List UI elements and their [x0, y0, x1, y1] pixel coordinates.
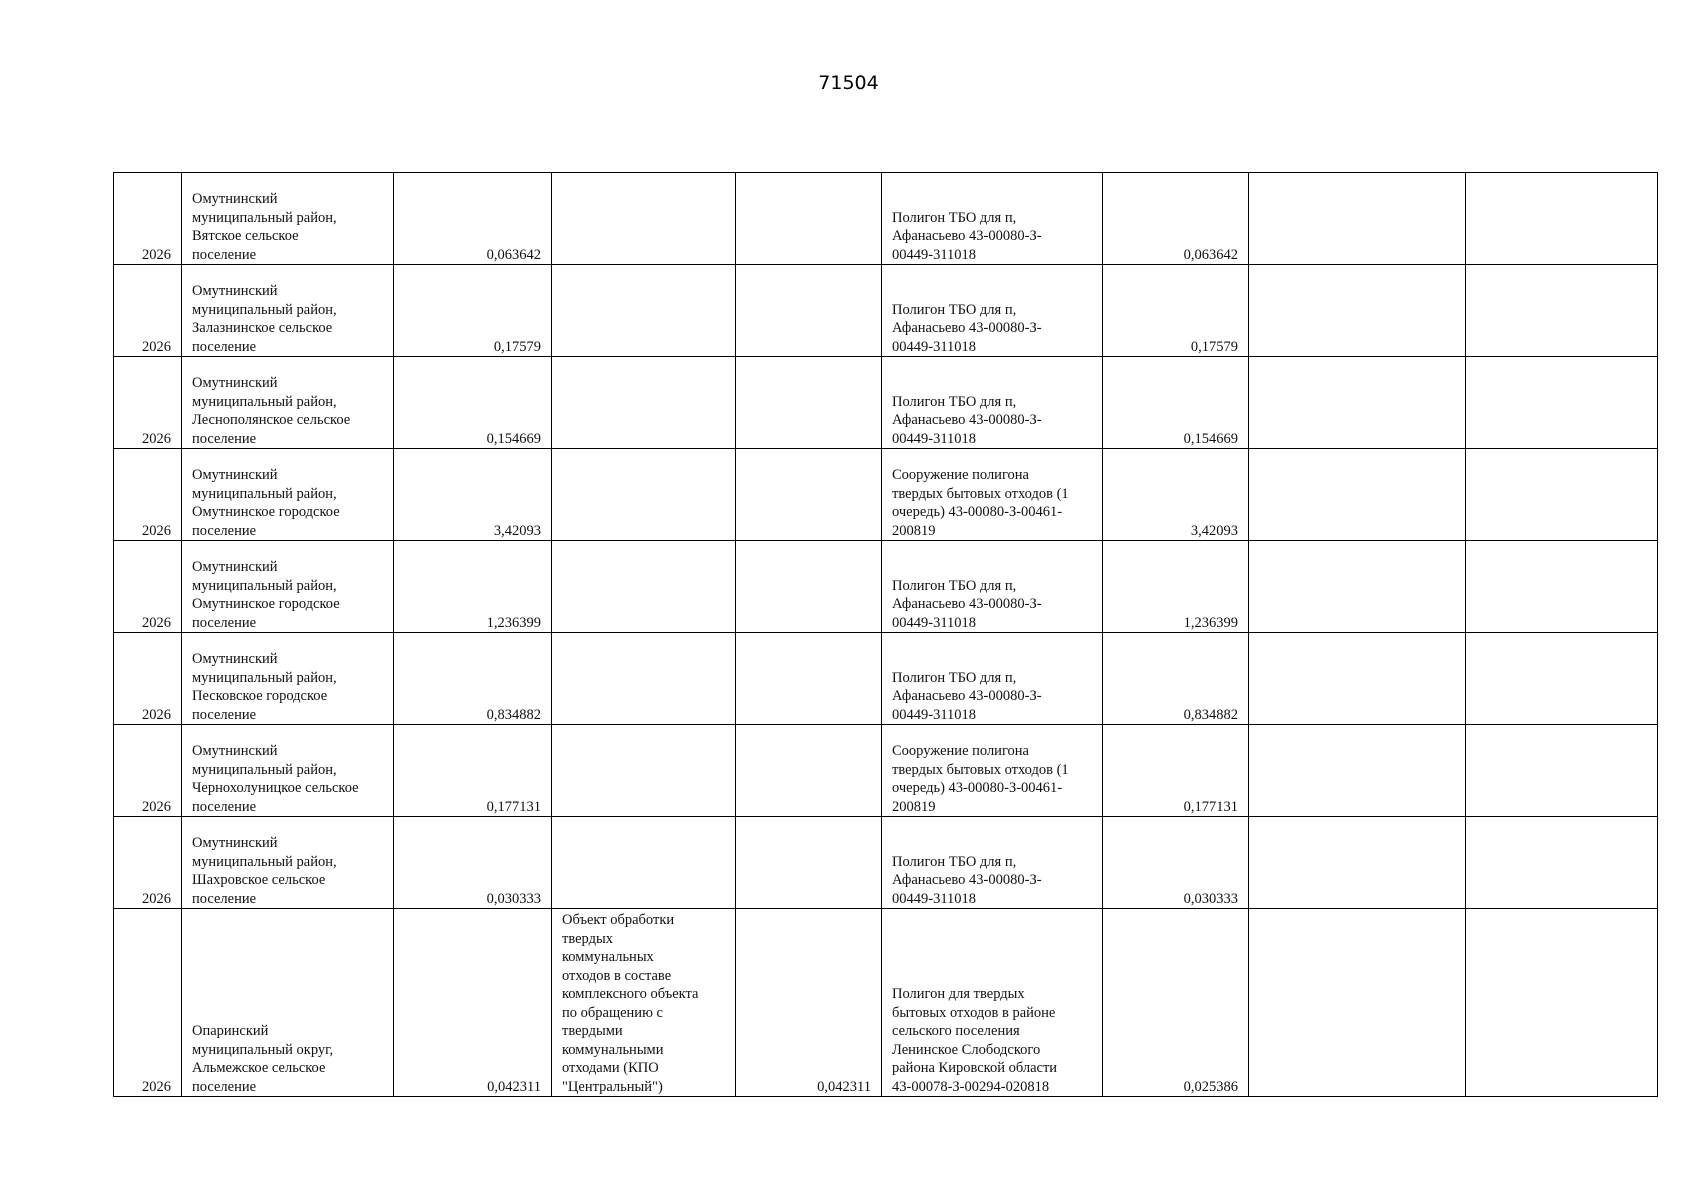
municipality-cell: Омутнинский муниципальный район, Омутнинское городское поселение	[182, 541, 394, 633]
table-row	[114, 357, 1658, 449]
disposal-object-cell: Полигон ТБО для п, Афанасьево 43-00080-З- 00449-311018	[882, 173, 1103, 265]
disposal-volume-cell: 3,42093	[1103, 449, 1249, 541]
processed-volume-cell	[736, 357, 882, 449]
waste-volume-cell: 3,42093	[394, 449, 552, 541]
year-cell: 2026	[114, 173, 182, 265]
processing-object-cell: Объект обработки твердых коммунальных отходов в составе комплексного объекта по обращению с твердыми коммунальными отходами (КПО "Центральный")	[552, 909, 736, 1097]
empty-cell	[1249, 909, 1466, 1097]
municipality-cell: Опаринский муниципальный округ, Альмежское сельское поселение	[182, 909, 394, 1097]
year-cell: 2026	[114, 357, 182, 449]
waste-volume-cell: 0,17579	[394, 265, 552, 357]
table-row	[114, 909, 1658, 1097]
processed-volume-cell	[736, 633, 882, 725]
empty-cell	[1466, 909, 1658, 1097]
year-cell: 2026	[114, 449, 182, 541]
municipality-cell: Омутнинский муниципальный район, Залазнинское сельское поселение	[182, 265, 394, 357]
empty-cell	[1249, 541, 1466, 633]
municipality-cell: Омутнинский муниципальный район, Шахровское сельское поселение	[182, 817, 394, 909]
disposal-volume-cell: 0,030333	[1103, 817, 1249, 909]
municipality-cell: Омутнинский муниципальный район, Леснополянское сельское поселение	[182, 357, 394, 449]
table-row	[114, 449, 1658, 541]
year-cell: 2026	[114, 265, 182, 357]
municipality-cell: Омутнинский муниципальный район, Чернохолуницкое сельское поселение	[182, 725, 394, 817]
disposal-volume-cell: 0,834882	[1103, 633, 1249, 725]
disposal-volume-cell: 0,025386	[1103, 909, 1249, 1097]
waste-volume-cell: 0,177131	[394, 725, 552, 817]
empty-cell	[1466, 265, 1658, 357]
empty-cell	[1249, 449, 1466, 541]
year-cell: 2026	[114, 817, 182, 909]
empty-cell	[1466, 449, 1658, 541]
table-row	[114, 633, 1658, 725]
processed-volume-cell: 0,042311	[736, 909, 882, 1097]
table-row	[114, 265, 1658, 357]
processing-object-cell	[552, 265, 736, 357]
table-row	[114, 541, 1658, 633]
table-row	[114, 725, 1658, 817]
processed-volume-cell	[736, 449, 882, 541]
empty-cell	[1249, 633, 1466, 725]
empty-cell	[1249, 817, 1466, 909]
waste-volume-cell: 0,042311	[394, 909, 552, 1097]
processed-volume-cell	[736, 173, 882, 265]
empty-cell	[1466, 633, 1658, 725]
processing-object-cell	[552, 633, 736, 725]
empty-cell	[1466, 817, 1658, 909]
municipality-cell: Омутнинский муниципальный район, Омутнинское городское поселение	[182, 449, 394, 541]
processing-object-cell	[552, 817, 736, 909]
processing-object-cell	[552, 173, 736, 265]
table-row	[114, 817, 1658, 909]
processed-volume-cell	[736, 817, 882, 909]
waste-volume-cell: 1,236399	[394, 541, 552, 633]
waste-volume-cell: 0,030333	[394, 817, 552, 909]
disposal-volume-cell: 0,154669	[1103, 357, 1249, 449]
empty-cell	[1466, 541, 1658, 633]
page-number: 71504	[818, 72, 879, 94]
disposal-object-cell: Полигон для твердых бытовых отходов в районе сельского поселения Ленинское Слободского района Кировской области 43-00078-З-00294-020818	[882, 909, 1103, 1097]
waste-volume-cell: 0,834882	[394, 633, 552, 725]
disposal-object-cell: Сооружение полигона твердых бытовых отходов (1 очередь) 43-00080-З-00461- 200819	[882, 725, 1103, 817]
disposal-object-cell: Полигон ТБО для п, Афанасьево 43-00080-З- 00449-311018	[882, 357, 1103, 449]
year-cell: 2026	[114, 909, 182, 1097]
year-cell: 2026	[114, 725, 182, 817]
waste-flow-table	[113, 172, 1658, 1097]
disposal-object-cell: Полигон ТБО для п, Афанасьево 43-00080-З- 00449-311018	[882, 633, 1103, 725]
processing-object-cell	[552, 541, 736, 633]
processing-object-cell	[552, 357, 736, 449]
empty-cell	[1249, 265, 1466, 357]
empty-cell	[1249, 357, 1466, 449]
processing-object-cell	[552, 449, 736, 541]
processed-volume-cell	[736, 541, 882, 633]
empty-cell	[1466, 725, 1658, 817]
disposal-object-cell: Полигон ТБО для п, Афанасьево 43-00080-З- 00449-311018	[882, 265, 1103, 357]
processed-volume-cell	[736, 725, 882, 817]
disposal-volume-cell: 0,063642	[1103, 173, 1249, 265]
empty-cell	[1466, 357, 1658, 449]
disposal-object-cell: Сооружение полигона твердых бытовых отходов (1 очередь) 43-00080-З-00461- 200819	[882, 449, 1103, 541]
empty-cell	[1466, 173, 1658, 265]
disposal-volume-cell: 0,177131	[1103, 725, 1249, 817]
processed-volume-cell	[736, 265, 882, 357]
municipality-cell: Омутнинский муниципальный район, Вятское сельское поселение	[182, 173, 394, 265]
year-cell: 2026	[114, 633, 182, 725]
empty-cell	[1249, 725, 1466, 817]
disposal-object-cell: Полигон ТБО для п, Афанасьево 43-00080-З- 00449-311018	[882, 541, 1103, 633]
disposal-volume-cell: 1,236399	[1103, 541, 1249, 633]
table-row	[114, 173, 1658, 265]
waste-volume-cell: 0,154669	[394, 357, 552, 449]
year-cell: 2026	[114, 541, 182, 633]
disposal-object-cell: Полигон ТБО для п, Афанасьево 43-00080-З- 00449-311018	[882, 817, 1103, 909]
municipality-cell: Омутнинский муниципальный район, Песковское городское поселение	[182, 633, 394, 725]
waste-volume-cell: 0,063642	[394, 173, 552, 265]
empty-cell	[1249, 173, 1466, 265]
processing-object-cell	[552, 725, 736, 817]
disposal-volume-cell: 0,17579	[1103, 265, 1249, 357]
